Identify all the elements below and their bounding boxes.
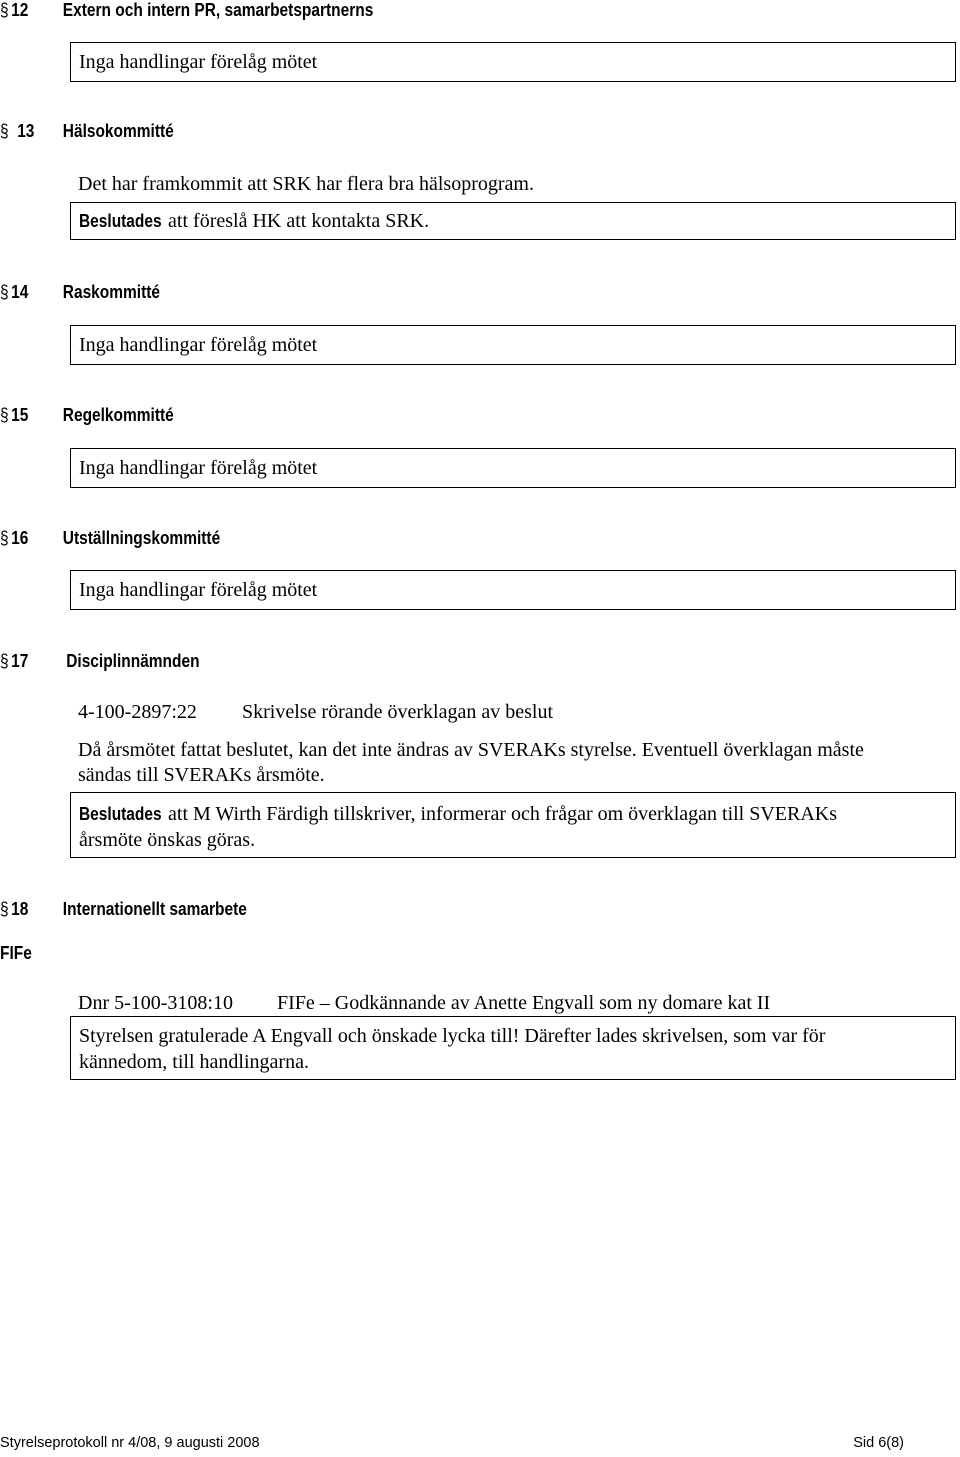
section-18-text-line-1: Styrelsen gratulerade A Engvall och önskade lycka till! Därefter lades skrivelsen, som var för [79, 1025, 826, 1047]
paragraph-symbol: § [0, 0, 9, 20]
section-title: Hälsokommitté [62, 121, 174, 141]
section-number: 18 [11, 899, 29, 919]
section-17-text-line-2: sändas till SVERAKs årsmöte. [78, 764, 325, 786]
section-13-text: Det har framkommit att SRK har flera bra hälsoprogram. [78, 173, 534, 195]
footer-protocol-label: Styrelseprotokoll nr 4/08, 9 augusti 2008 [0, 1435, 260, 1451]
section-title: Regelkommitté [62, 405, 174, 425]
section-14-note: Inga handlingar förelåg mötet [79, 334, 318, 356]
section-number: 13 [17, 121, 35, 141]
section-13-decision-box [70, 202, 956, 240]
decision-text: att M Wirth Färdigh tillskriver, informerar och frågar om överklagan till SVERAKs [168, 803, 838, 825]
paragraph-symbol: § [0, 899, 9, 919]
section-18-reference-title: FIFe – Godkännande av Anette Engvall som ny domare kat II [277, 992, 771, 1014]
paragraph-symbol: § [0, 282, 9, 302]
section-15-note: Inga handlingar förelåg mötet [79, 457, 318, 479]
section-12-box [70, 42, 956, 82]
decision-keyword: Beslutades [79, 804, 162, 824]
section-title: Raskommitté [62, 282, 161, 302]
section-12-heading [0, 0, 373, 21]
section-number: 17 [11, 651, 29, 671]
section-13-heading [0, 121, 174, 142]
section-title: Disciplinnämnden [66, 651, 200, 671]
section-title: Utställningskommitté [62, 528, 221, 548]
section-16-box [70, 570, 956, 610]
paragraph-symbol: § [0, 121, 9, 141]
section-17-decision-box [70, 792, 956, 858]
footer-page-number: Sid 6(8) [853, 1435, 904, 1451]
section-16-note: Inga handlingar förelåg mötet [79, 579, 318, 601]
section-17-text-line-1: Då årsmötet fattat beslutet, kan det inte ändras av SVERAKs styrelse. Eventuell överklagan måste [78, 739, 864, 761]
section-18-text-line-2: kännedom, till handlingarna. [79, 1051, 309, 1073]
section-14-box [70, 325, 956, 365]
paragraph-symbol: § [0, 528, 9, 548]
section-17-decision [79, 801, 837, 827]
section-17-reference: 4-100-2897:22 [78, 701, 197, 723]
section-title: Internationellt samarbete [62, 899, 247, 919]
section-18-heading [0, 899, 247, 920]
section-18-reference: Dnr 5-100-3108:10 [78, 992, 233, 1014]
decision-keyword: Beslutades [79, 211, 162, 231]
section-15-heading [0, 405, 174, 426]
section-17-decision-line-2: årsmöte önskas göras. [79, 829, 256, 851]
section-16-heading [0, 528, 220, 549]
section-17-heading [0, 651, 200, 672]
section-17-reference-title: Skrivelse rörande överklagan av beslut [242, 701, 554, 723]
section-number: 12 [11, 0, 29, 20]
section-18-side-label: FIFe [0, 943, 32, 963]
section-18-decision-box [70, 1016, 956, 1080]
paragraph-symbol: § [0, 405, 9, 425]
section-number: 15 [11, 405, 29, 425]
section-15-box [70, 448, 956, 488]
section-14-heading [0, 282, 160, 303]
section-title: Extern och intern PR, samarbetspartnerns [62, 0, 374, 20]
section-number: 14 [11, 282, 29, 302]
section-13-decision [79, 208, 429, 234]
paragraph-symbol: § [0, 651, 9, 671]
section-number: 16 [11, 528, 29, 548]
section-12-note: Inga handlingar förelåg mötet [79, 51, 318, 73]
decision-text: att föreslå HK att kontakta SRK. [168, 210, 430, 232]
